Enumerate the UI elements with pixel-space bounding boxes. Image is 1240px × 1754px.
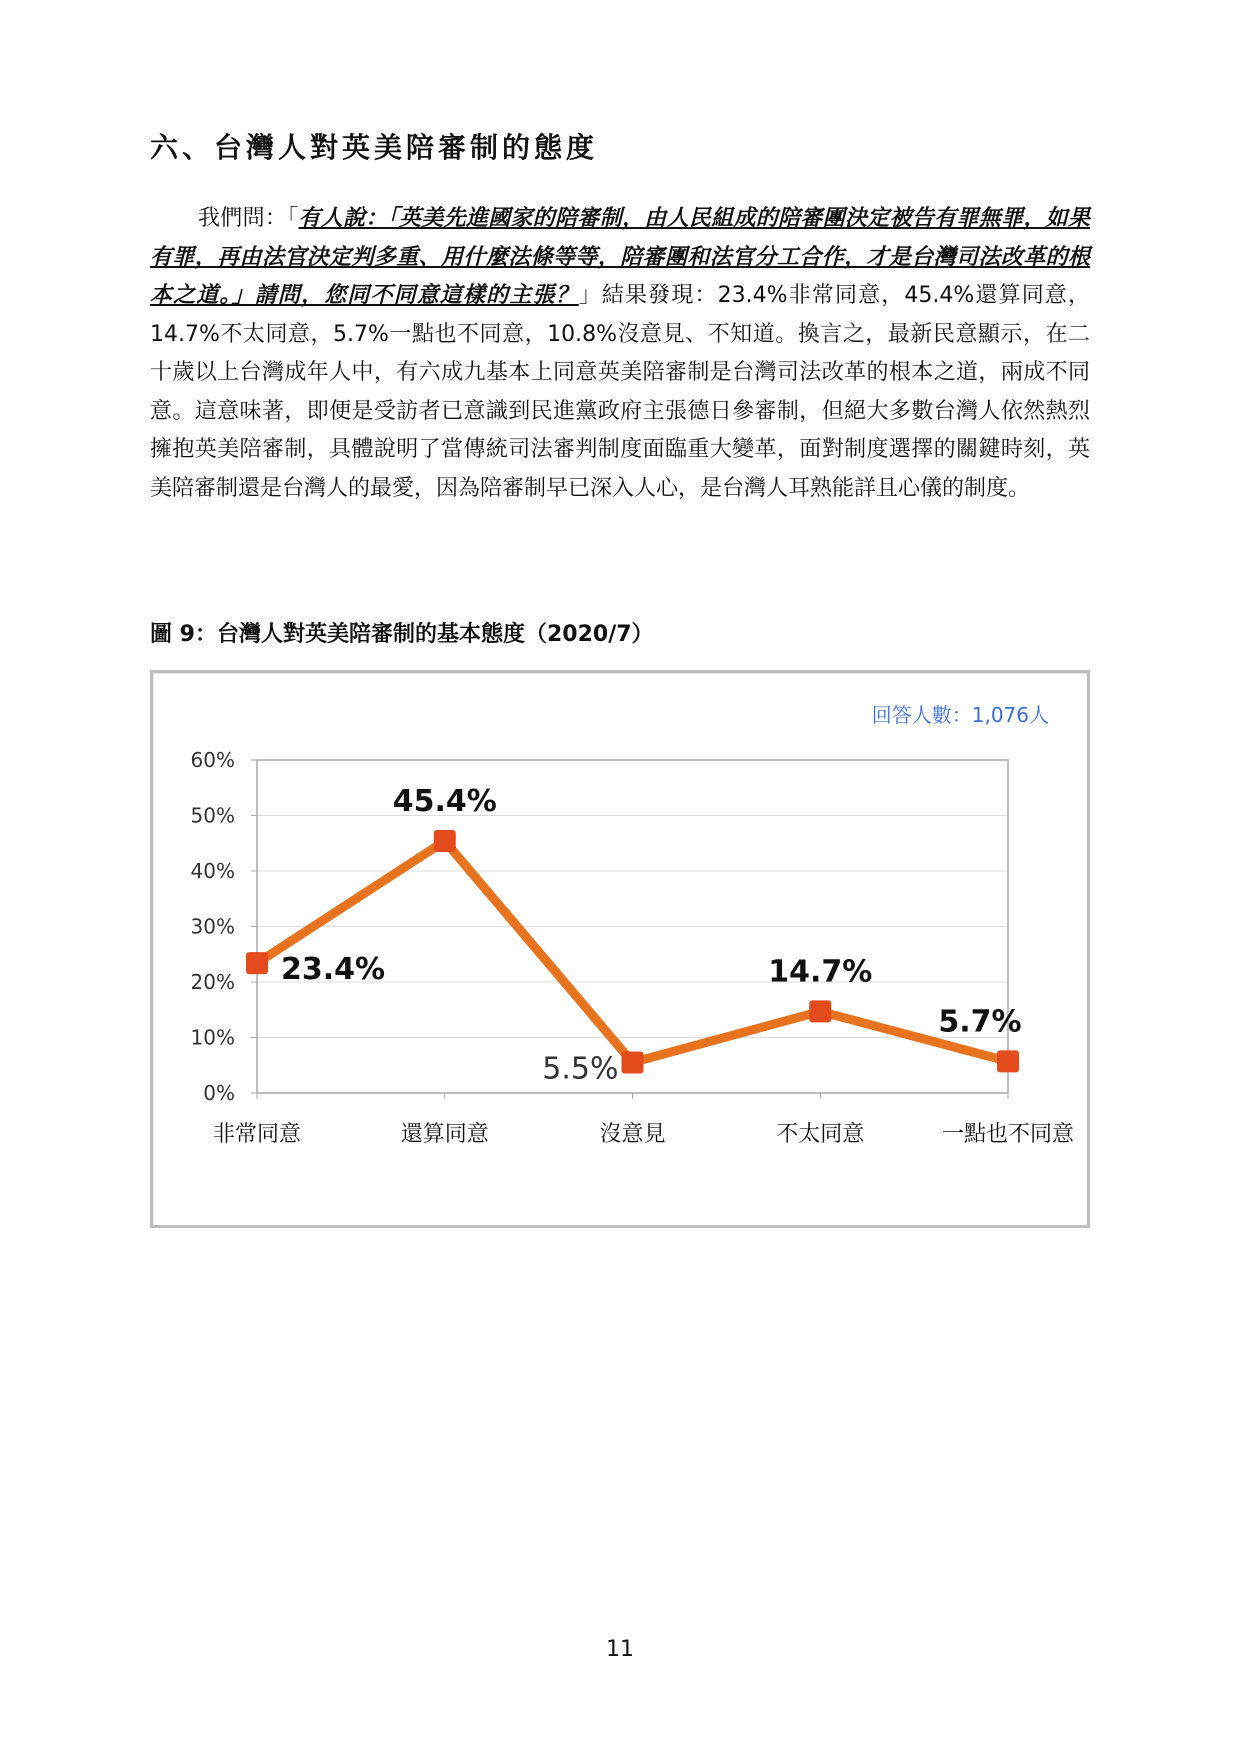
y-tick-label: 50% [190, 803, 235, 828]
x-tick-label: 還算同意 [400, 1122, 489, 1147]
survey-question: 有人說：「英美先進國家的陪審制，由人民組成的陪審團決定被告有罪無罪，如果有罪，再由法官決定判多重、用什麼法條等等，陪審團和法官分工合作，才是台灣司法改革的根本之道。」請問，您同不同意這樣的主張？ [150, 206, 1090, 308]
data-label: 45.4% [392, 784, 497, 820]
figure-caption: 圖 9：台灣人對英美陪審制的基本態度（2020/7） [150, 622, 654, 647]
data-point [246, 952, 268, 974]
y-tick-label: 10% [190, 1025, 235, 1050]
y-tick-label: 30% [190, 914, 235, 939]
y-tick-label: 40% [190, 859, 235, 883]
x-tick-label: 沒意見 [599, 1122, 666, 1147]
x-tick-label: 不太同意 [776, 1122, 865, 1147]
chart-axes [191, 748, 1074, 1147]
data-point [997, 1050, 1019, 1072]
data-point [809, 1000, 831, 1022]
data-label: 5.7% [938, 1004, 1022, 1040]
body-paragraph [150, 200, 1090, 508]
data-label: 23.4% [281, 952, 386, 988]
paragraph-body: 」結果發現：23.4%非常同意，45.4%還算同意，14.7%不太同意，5.7%一點也不同意，10.8%沒意見、不知道。換言之，最新民意顯示，在二十歲以上台灣成年人中，有六成九基本上同意英美陪審制是台灣司法改革的根本之道，兩成不同意。這意味著，即便是受訪者已意識到民進黨政府主張德日參審制，但絕大多數台灣人依然熱烈擁抱英美陪審制，具體說明了當傳統司法審判制度面臨重大變革，面對制度選擇的關鍵時刻，英美陪審制還是台灣人的最愛，因為陪審制早已深入人心，是台灣人耳熟能詳且心儀的制度。 [150, 283, 1090, 501]
y-tick-label: 0% [203, 1081, 235, 1105]
data-label: 14.7% [768, 954, 873, 990]
x-tick-label: 非常同意 [212, 1122, 302, 1147]
page-number: 11 [606, 1637, 634, 1662]
line-chart [153, 673, 1087, 1225]
data-label: 5.5% [542, 1051, 619, 1087]
section-heading: 六、台灣人對英美陪審制的態度 [150, 131, 599, 164]
respondents-count: 回答人數：1,076人 [871, 703, 1049, 727]
chart-grid [257, 816, 1008, 1038]
data-point [434, 830, 456, 852]
chart-labels [281, 784, 1022, 1086]
x-tick-label: 一點也不同意 [941, 1122, 1075, 1147]
y-tick-label: 60% [190, 748, 235, 772]
chart-frame [150, 670, 1090, 1228]
paragraph-lead: 我們問：「 [198, 206, 299, 231]
data-point [622, 1051, 644, 1073]
y-tick-label: 20% [190, 970, 235, 994]
